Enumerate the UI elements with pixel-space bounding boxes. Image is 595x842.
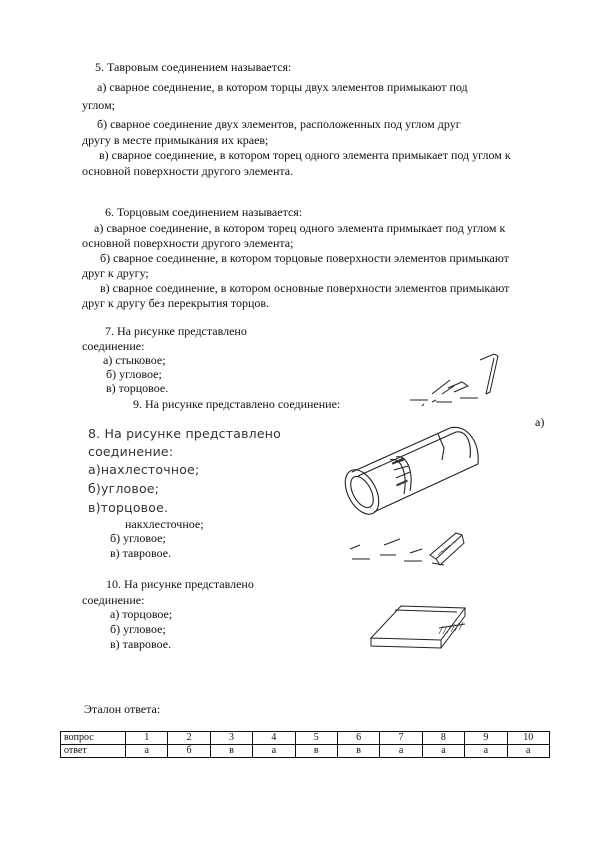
- q10-option-b: б) угловое;: [110, 622, 166, 636]
- q9-option-a: накхлесточное;: [125, 517, 204, 531]
- answers-row-values: [61, 745, 550, 758]
- q10-option-c: в) тавровое.: [110, 637, 172, 651]
- q6-option-b-line2: друг к другу;: [82, 266, 149, 280]
- q7-option-a: а) стыковое;: [103, 353, 166, 367]
- q6-option-c-line2: друг к другу без перекрытия торцов.: [82, 296, 270, 310]
- table-cell: в: [295, 745, 337, 758]
- q7-option-c: в) торцовое.: [106, 381, 169, 395]
- q10-title-line2: соединение:: [82, 593, 145, 607]
- table-cell: 7: [380, 732, 422, 745]
- q9-option-c: в) тавровое.: [110, 546, 172, 560]
- answers-heading: Эталон ответа:: [84, 702, 161, 716]
- table-cell: 10: [507, 732, 549, 745]
- table-cell: 9: [465, 732, 507, 745]
- corner-joint-figure: [402, 352, 502, 410]
- q6-option-a-line1: а) сварное соединение, в котором торец одного элемента примыкает под углом к: [94, 221, 506, 235]
- q6-option-c-line1: в) сварное соединение, в котором основные поверхности элементов примыкают: [100, 281, 510, 295]
- q8-title-line2: соединение:: [88, 444, 174, 459]
- table-cell: 4: [253, 732, 295, 745]
- table-cell: а: [422, 745, 464, 758]
- answers-row-label: ответ: [61, 745, 126, 758]
- q9-figure-marker: а): [535, 415, 545, 429]
- q6-option-b-line1: б) сварное соединение, в котором торцовые поверхности элементов примыкают: [100, 251, 509, 265]
- q5-title: 5. Тавровым соединением называется:: [95, 60, 292, 74]
- table-cell: а: [253, 745, 295, 758]
- answers-row-label: вопрос: [61, 732, 126, 745]
- q5-option-a-line2: углом;: [82, 98, 115, 112]
- q5-option-b-line1: б) сварное соединение двух элементов, расположенных под углом друг: [97, 117, 461, 131]
- table-cell: б: [168, 745, 210, 758]
- q10-title: 10. На рисунке представлено: [106, 577, 254, 591]
- q7-title-line2: соединение:: [82, 339, 145, 353]
- q5-option-c-line1: в) сварное соединение, в котором торец одного элемента примыкает под углом к: [99, 148, 511, 162]
- pipe-lap-joint-figure: [338, 420, 498, 520]
- q8-option-c: в)торцовое.: [88, 500, 169, 515]
- table-cell: 5: [295, 732, 337, 745]
- q5-option-a-line1: а) сварное соединение, в котором торцы двух элементов примыкают под: [97, 80, 468, 94]
- table-cell: в: [337, 745, 379, 758]
- plate-joint-figure: [365, 600, 475, 656]
- table-cell: 6: [337, 732, 379, 745]
- answers-row-questions: [61, 732, 550, 745]
- q6-option-a-line2: основной поверхности другого элемента;: [82, 236, 294, 250]
- q10-option-a: а) торцовое;: [110, 607, 173, 621]
- q8-option-b: б)угловое;: [88, 481, 160, 496]
- q7-option-b: б) угловое;: [106, 367, 162, 381]
- q6-title: 6. Торцовым соединением называется:: [105, 205, 303, 219]
- table-cell: а: [380, 745, 422, 758]
- q5-option-c-line2: основной поверхности другого элемента.: [82, 164, 294, 178]
- table-cell: а: [507, 745, 549, 758]
- table-cell: 1: [126, 732, 168, 745]
- table-cell: а: [465, 745, 507, 758]
- q5-option-b-line2: другу в месте примыкания их краев;: [82, 133, 269, 147]
- answers-table: [60, 731, 550, 758]
- table-cell: в: [210, 745, 252, 758]
- table-cell: 8: [422, 732, 464, 745]
- table-cell: а: [126, 745, 168, 758]
- butt-joint-figure: [340, 525, 470, 575]
- q7-title: 7. На рисунке представлено: [105, 324, 247, 338]
- table-cell: 3: [210, 732, 252, 745]
- q8-option-a: а)нахлесточное;: [88, 462, 200, 477]
- q9-option-b: б) угловое;: [110, 531, 166, 545]
- q9-title: 9. На рисунке представлено соединение:: [133, 397, 341, 411]
- q8-title: 8. На рисунке представлено: [88, 426, 281, 441]
- table-cell: 2: [168, 732, 210, 745]
